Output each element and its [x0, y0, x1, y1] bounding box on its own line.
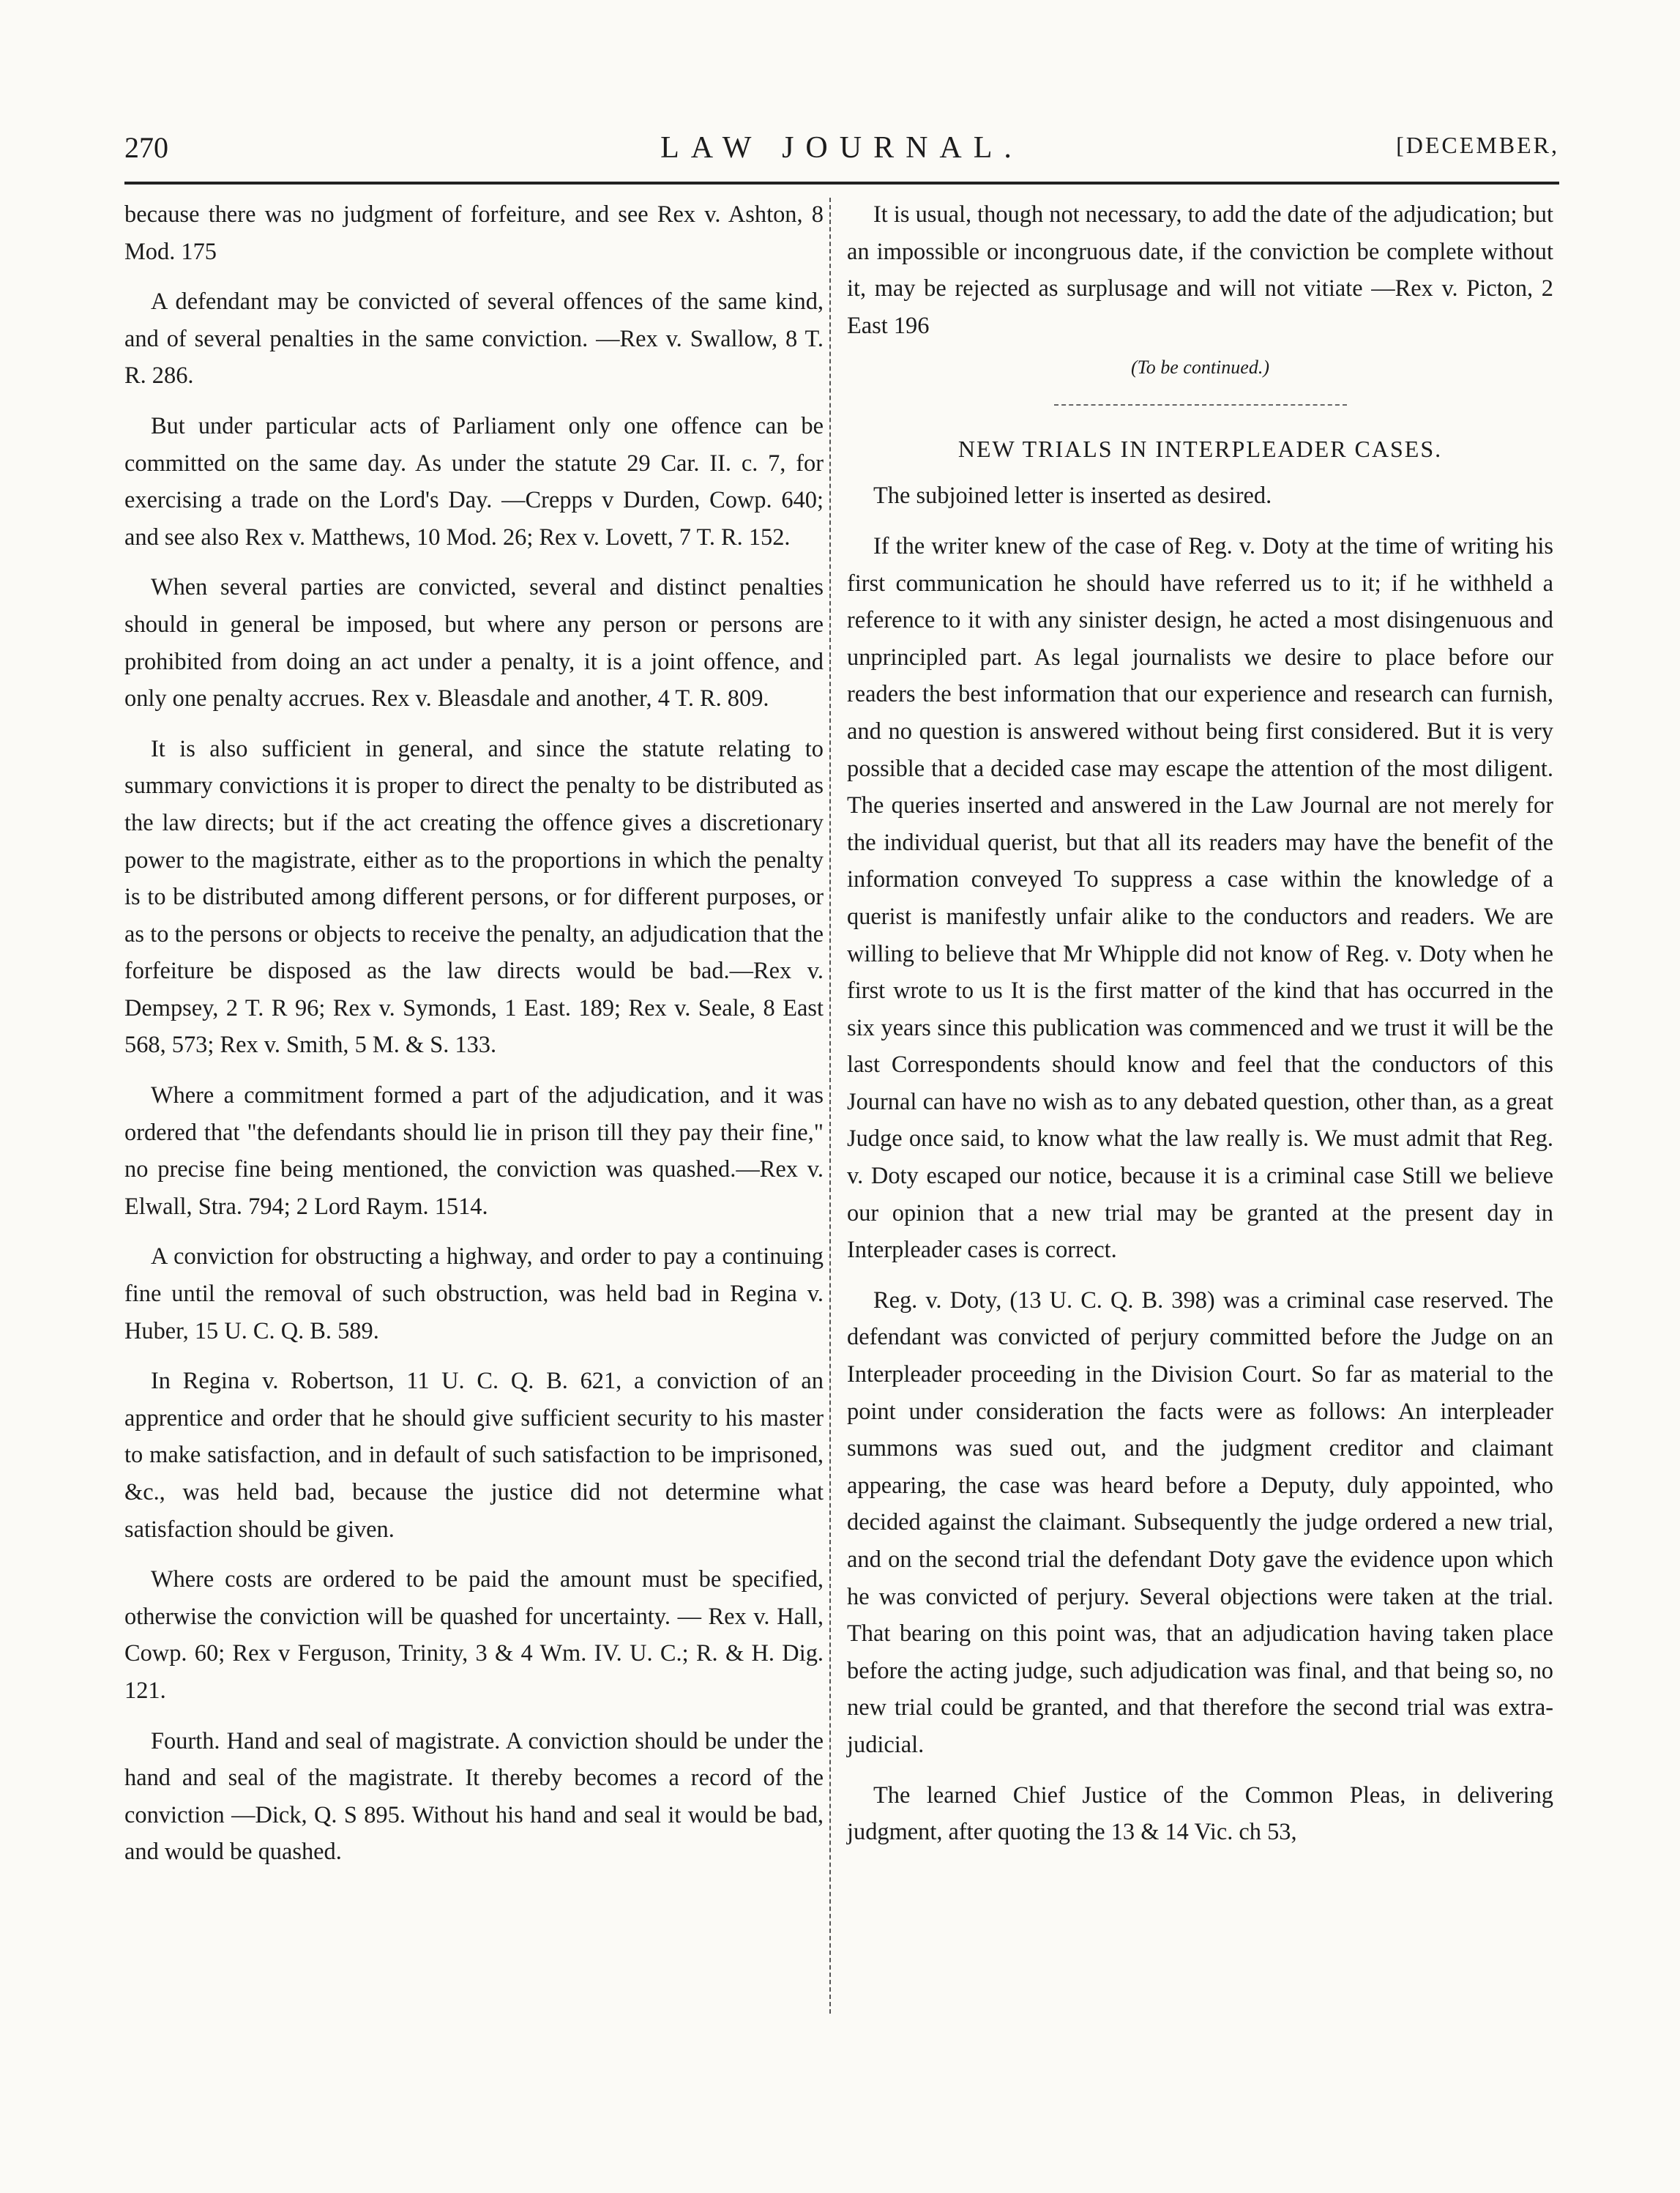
paragraph: The subjoined letter is inserted as desired. — [873, 483, 1272, 510]
paragraph: If the writer knew of the case of Reg. v. Doty at the time of writing his first communication he should have referred us to it; if he withheld a reference to it with any sinister design, he acted a most disingenuous and unprincipled part. As legal journalists we desire to place before our readers the best information that our experience and research can furnish, and no question is answered without being first considered. But it is very possible that a decided case may escape the attention of the most diligent. The queries inserted and answered in the Law Journal are not merely for the individual querist, but that all its readers may have the benefit of the information conveyed To suppress a case within the knowledge of a querist is manifestly unfair alike to the conductors and readers. We are willing to believe that Mr Whipple did not know of Reg. v. Doty when he first wrote to us It is the first matter of the kind that has occurred in the six years since this publication was commenced and we trust it will be the last Correspondents should know and feel that the conductors of this Journal can have no wish as to any debated question, other than, as a great Judge once said, to know what the law really is. We must admit that Reg. v. Doty escaped our notice, because it is a criminal case Still we believe our opinion that a new trial may be granted at the present day in Interpleader cases is correct. — [847, 532, 1553, 1264]
column-divider — [829, 198, 831, 2014]
paragraph: The learned Chief Justice of the Common Pleas, in delivering judgment, after quoting the 13 & 14 Vic. ch 53, — [847, 1781, 1553, 1846]
page-number: 270 — [124, 131, 168, 164]
paragraph: Where costs are ordered to be paid the amount must be specified, otherwise the conviction will be quashed for uncertainty. — Rex v. Hall, Cowp. 60; Rex v Ferguson, Trinity, 3 & 4 Wm. IV. U. C.; R. & H. Dig. 121. — [124, 1566, 824, 1704]
paragraph: because there was no judgment of forfeiture, and see Rex v. Ashton, 8 Mod. 175 — [124, 201, 824, 265]
right-column — [847, 196, 1553, 1864]
paragraph: Fourth. Hand and seal of magistrate. A conviction should be under the hand and seal of the magistrate. It thereby becomes a record of the conviction —Dick, Q. S 895. Without his hand and seal it would be bad, and would be quashed. — [124, 1727, 824, 1866]
left-column — [124, 196, 824, 1884]
continued-note: (To be continued.) — [1131, 357, 1269, 379]
paragraph: Reg. v. Doty, (13 U. C. Q. B. 398) was a criminal case reserved. The defendant was convicted of perjury committed before the Judge on an Interpleader proceeding in the Division Court. So far as material to the point under consideration the facts were as follows: An interpleader summons was sued out, and the judgment creditor and claimant appearing, the case was heard before a Deputy, duly appointed, who decided against the claimant. Subsequently the judge ordered a new trial, and on the second trial the defendant Doty gave the evidence upon which he was convicted of perjury. Several objections were taken at the trial. That bearing on this point was, that an adjudication having taken place before the acting judge, such adjudication was final, and that being so, no new trial could be granted, and that therefore the second trial was extra-judicial. — [847, 1287, 1553, 1758]
paragraph: A defendant may be convicted of several offences of the same kind, and of several penalties in the same conviction. —Rex v. Swallow, 8 T. R. 286. — [124, 288, 824, 390]
paragraph: A conviction for obstructing a highway, and order to pay a continuing fine until the removal of such obstruction, was held bad in Regina v. Huber, 15 U. C. Q. B. 589. — [124, 1243, 824, 1344]
issue-month: [DECEMBER, — [1396, 132, 1559, 158]
section-heading: NEW TRIALS IN INTERPLEADER CASES. — [957, 436, 1443, 463]
paragraph: When several parties are convicted, several and distinct penalties should in general be imposed, but where any person or persons are prohibited from doing an act under a penalty, it is a joint offence, and only one penalty accrues. Rex v. Bleasdale and another, 4 T. R. 809. — [124, 574, 824, 712]
paragraph: But under particular acts of Parliament only one offence can be committed on the same day. As under the statute 29 Car. II. c. 7, for exercising a trade on the Lord's Day. —Crepps v Durden, Cowp. 640; and see also Rex v. Matthews, 10 Mod. 26; Rex v. Lovett, 7 T. R. 152. — [124, 412, 824, 551]
paragraph: Where a commitment formed a part of the adjudication, and it was ordered that "the defendants should lie in prison till they pay their fine," no precise fine being mentioned, the conviction was quashed.—Rex v. Elwall, Stra. 794; 2 Lord Raym. 1514. — [124, 1082, 824, 1220]
paragraph: It is also sufficient in general, and since the statute relating to summary convictions it is proper to direct the penalty to be distributed as the law directs; but if the act creating the offence gives a discretionary power to the magistrate, either as to the proportions in which the penalty is to be distributed among different persons, or for different purposes, or as to the persons or objects to receive the penalty, an adjudication that the forfeiture be disposed as the law directs would be bad.—Rex v. Dempsey, 2 T. R 96; Rex v. Symonds, 1 East. 189; Rex v. Seale, 8 East 568, 573; Rex v. Smith, 5 M. & S. 133. — [124, 735, 824, 1059]
paragraph: It is usual, though not necessary, to add the date of the adjudication; but an impossible or incongruous date, if the conviction be complete without it, may be rejected as surplusage and will not vitiate —Rex v. Picton, 2 East 196 — [847, 201, 1553, 339]
page-header — [124, 130, 1559, 185]
section-rule — [1054, 404, 1347, 406]
paragraph: In Regina v. Robertson, 11 U. C. Q. B. 621, a conviction of an apprentice and order that he should give sufficient security to his master to make satisfaction, and in default of such satisfaction to be imprisoned, &c., was held bad, because the justice did not determine what satisfaction should be given. — [124, 1368, 824, 1543]
journal-title: LAW JOURNAL. — [660, 131, 1023, 165]
